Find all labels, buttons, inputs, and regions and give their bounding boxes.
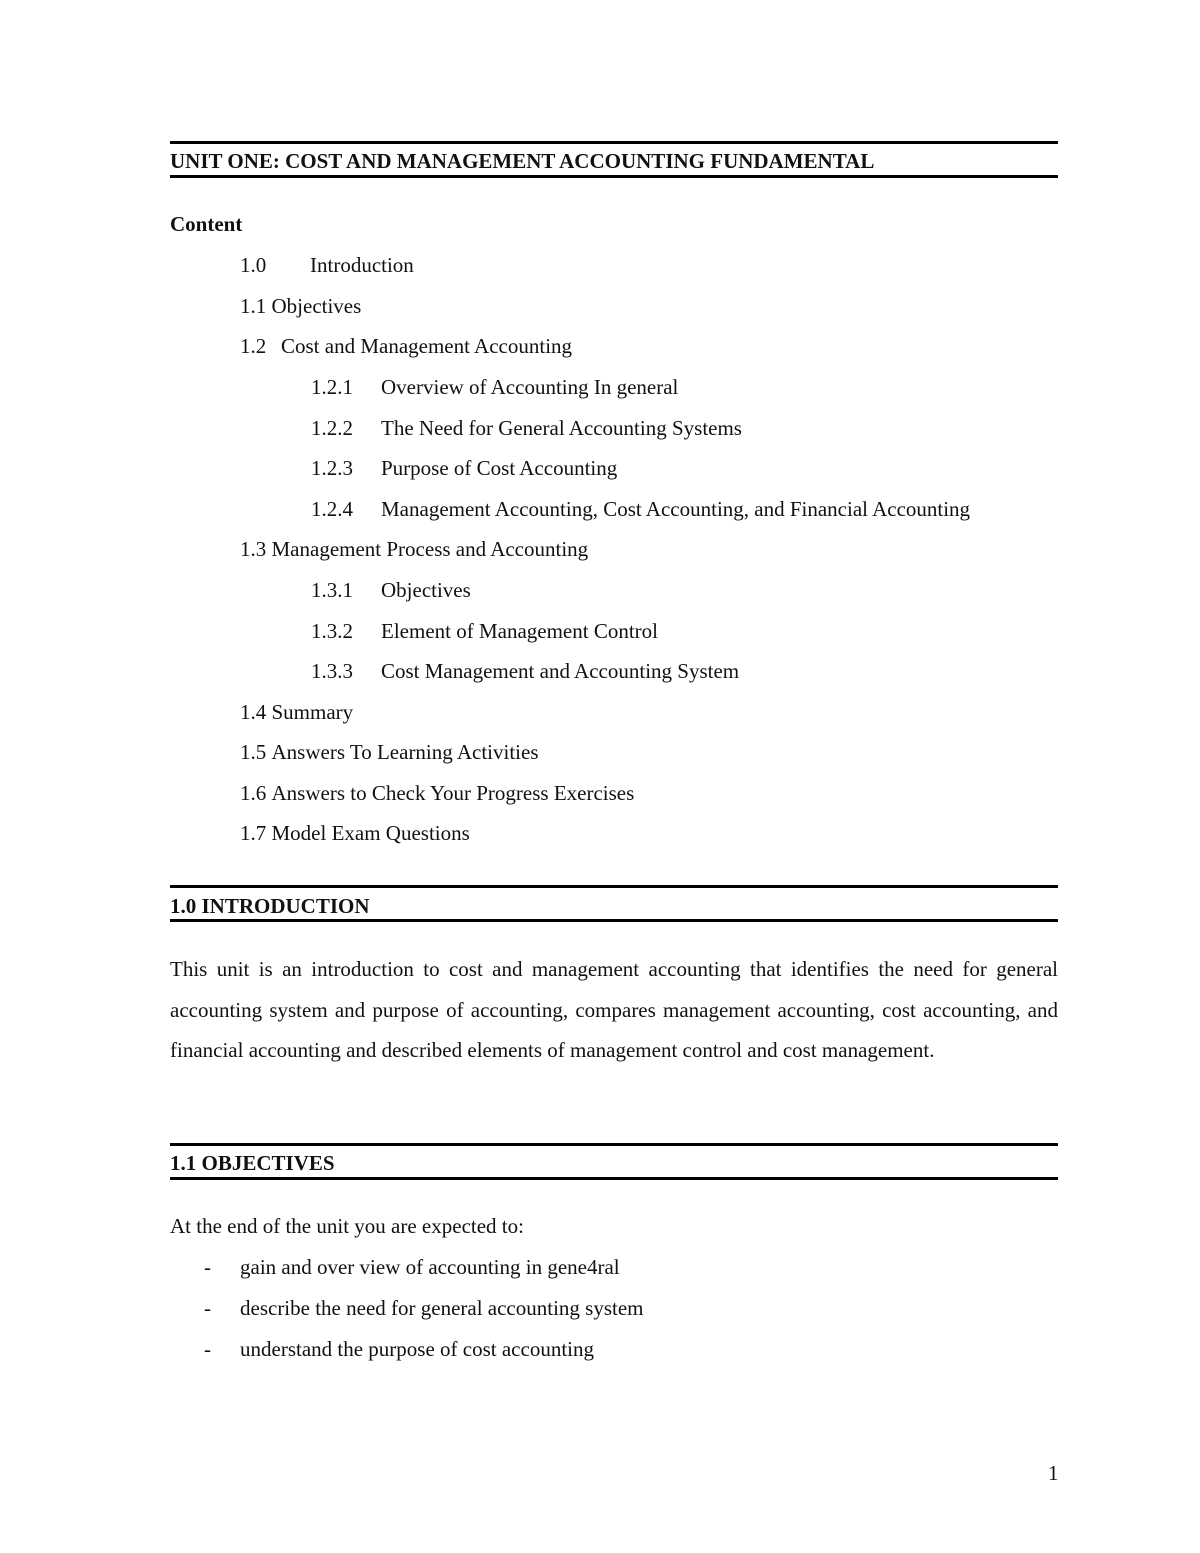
- intro-rule-bottom: [170, 919, 1058, 922]
- toc-number: 1.7: [240, 821, 267, 845]
- toc-item-1-4: [240, 700, 353, 724]
- toc-number: 1.2: [240, 334, 267, 358]
- toc-text: The Need for General Accounting Systems: [381, 416, 742, 440]
- unit-title: UNIT ONE: COST AND MANAGEMENT ACCOUNTING FUNDAMENTAL: [170, 149, 875, 173]
- toc-item-1-1: [240, 294, 361, 318]
- objectives-heading: 1.1 OBJECTIVES: [170, 1151, 335, 1175]
- toc-number: 1.6: [240, 781, 267, 805]
- toc-text: Answers To Learning Activities: [271, 740, 539, 764]
- toc-item-1-0: [240, 253, 414, 277]
- toc-item-1-3-1: [311, 578, 471, 602]
- list-item: [0, 1296, 1200, 1322]
- toc-item-1-2-1: [311, 375, 678, 399]
- toc-text: Introduction: [310, 253, 414, 277]
- toc-number: 1.2.2: [311, 416, 353, 440]
- introduction-paragraph: This unit is an introduction to cost and management accounting that identifies the need for general accounting system and purpose of accounting, compares management accounting, cost accounting, and financial accounting and described elements of management control and cost management.: [170, 957, 1058, 1062]
- list-item: [0, 1255, 1200, 1281]
- toc-number: 1.2.3: [311, 456, 353, 480]
- toc-number: 1.0: [240, 253, 267, 277]
- list-item-text: describe the need for general accounting system: [240, 1296, 644, 1320]
- objectives-rule-top: [170, 1143, 1058, 1146]
- toc-item-1-2: [240, 334, 572, 358]
- list-item: [0, 1337, 1200, 1363]
- objectives-lead: At the end of the unit you are expected to:: [170, 1214, 524, 1238]
- bullet-dash: -: [204, 1255, 211, 1279]
- toc-item-1-5: [240, 740, 539, 764]
- bullet-dash: -: [204, 1337, 211, 1361]
- toc-text: Answers to Check Your Progress Exercises: [271, 781, 635, 805]
- toc-text: Overview of Accounting In general: [381, 375, 679, 399]
- toc-number: 1.3.2: [311, 619, 353, 643]
- toc-item-1-2-2: [311, 416, 742, 440]
- bullet-dash: -: [204, 1296, 211, 1320]
- toc-item-1-3-2: [311, 619, 658, 643]
- list-item-text: gain and over view of accounting in gene4ral: [240, 1255, 620, 1279]
- toc-number: 1.4: [240, 700, 267, 724]
- toc-number: 1.2.4: [311, 497, 353, 521]
- toc-text: Objectives: [271, 294, 362, 318]
- objectives-rule-bottom: [170, 1177, 1058, 1180]
- toc-item-1-2-4: [311, 497, 970, 521]
- list-item-text: understand the purpose of cost accounting: [240, 1337, 594, 1361]
- toc-number: 1.1: [240, 294, 267, 318]
- toc-text: Management Accounting, Cost Accounting, and Financial Accounting: [381, 497, 971, 521]
- page-number: 1: [1048, 1461, 1059, 1485]
- toc-number: 1.3.3: [311, 659, 353, 683]
- toc-text: Objectives: [381, 578, 471, 602]
- toc-number: 1.3: [240, 537, 267, 561]
- toc-number: 1.3.1: [311, 578, 353, 602]
- toc-number: 1.2.1: [311, 375, 353, 399]
- toc-number: 1.5: [240, 740, 267, 764]
- toc-text: Summary: [271, 700, 354, 724]
- toc-text: Element of Management Control: [381, 619, 659, 643]
- toc-text: Cost Management and Accounting System: [381, 659, 740, 683]
- toc-text: Cost and Management Accounting: [281, 334, 573, 358]
- toc-item-1-6: [240, 781, 634, 805]
- toc-text: Purpose of Cost Accounting: [381, 456, 618, 480]
- introduction-heading: 1.0 INTRODUCTION: [170, 894, 370, 918]
- toc-item-1-7: [240, 821, 470, 845]
- toc-text: Management Process and Accounting: [271, 537, 589, 561]
- toc-item-1-3: [240, 537, 588, 561]
- intro-rule-top: [170, 885, 1058, 888]
- title-rule-top: [170, 141, 1058, 144]
- title-rule-bottom: [170, 175, 1058, 178]
- toc-item-1-3-3: [311, 659, 739, 683]
- toc-text: Model Exam Questions: [271, 821, 470, 845]
- toc-item-1-2-3: [311, 456, 617, 480]
- content-label: Content: [170, 212, 243, 236]
